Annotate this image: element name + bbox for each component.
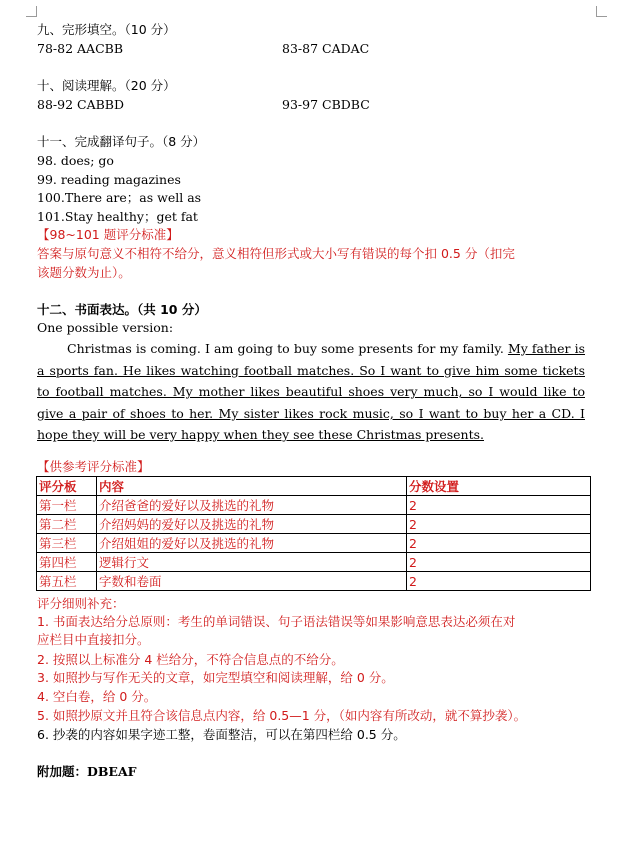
table-row — [37, 553, 591, 572]
extra-question-label: 附加题： — [37, 764, 88, 779]
table-cell-score: 2 — [407, 572, 591, 591]
table-cell-content: 逻辑行文 — [97, 553, 407, 572]
section11-standard-line1: 答案与原句意义不相符不给分，意义相符但形式或大小写有错误的每个扣 0.5 分（扣完 — [37, 246, 515, 261]
section11-answer-99: 99. reading magazines — [37, 172, 181, 187]
section9-answers-left: 78-82 AACBB — [37, 41, 123, 56]
section12-reference-title: 【供参考评分标准】 — [37, 459, 150, 474]
essay-plain-text: Christmas is coming. I am going to buy some presents for my family. — [67, 341, 508, 356]
table-row — [37, 572, 591, 591]
table-cell-score: 2 — [407, 553, 591, 572]
table-cell-panel: 第二栏 — [37, 515, 97, 534]
table-row — [37, 496, 591, 515]
rule-1-line1: 1. 书面表达给分总原则：考生的单词错误、句子语法错误等如果影响意思表达必须在对 — [37, 614, 516, 629]
margin-corner-mark-right — [596, 6, 607, 17]
table-cell-content: 字数和卷面 — [97, 572, 407, 591]
rule-1-line2: 应栏目中直接扣分。 — [37, 632, 150, 647]
section11-standard-title: 【98~101 题评分标准】 — [37, 227, 179, 242]
table-cell-score: 2 — [407, 515, 591, 534]
section10-answers-right: 93-97 CBDBC — [282, 97, 370, 112]
table-header-row — [37, 477, 591, 496]
table-cell-panel: 第一栏 — [37, 496, 97, 515]
table-cell-score: 2 — [407, 534, 591, 553]
table-row — [37, 534, 591, 553]
table-cell-content: 介绍妈妈的爱好以及挑选的礼物 — [97, 515, 407, 534]
scoring-table — [36, 476, 591, 591]
section11-answer-98: 98. does; go — [37, 153, 114, 168]
section11-heading: 十一、完成翻译句子。（8 分） — [37, 134, 206, 149]
essay-underlined-text: My father is a sports fan. He likes watching football matches. So I want to give him some tickets to football matches. My mother likes beautiful shoes very much, so I would like to give a pair of shoes to her. My sister likes rock music, so I want to buy her a CD. I hope they will be very happy when they see these Christmas presents. — [37, 341, 585, 443]
rule-3: 3. 如照抄与写作无关的文章，如完型填空和阅读理解，给 0 分。 — [37, 670, 394, 685]
table-cell-content: 介绍爸爸的爱好以及挑选的礼物 — [97, 496, 407, 515]
rule-5: 5. 如照抄原文并且符合该信息点内容，给 0.5—1 分，（如内容有所改动，就不算抄袭）。 — [37, 708, 527, 723]
section12-version-label: One possible version: — [37, 320, 174, 335]
rule-2: 2. 按照以上标准分 4 栏给分，不符合信息点的不给分。 — [37, 652, 344, 667]
table-cell-content: 介绍姐姐的爱好以及挑选的礼物 — [97, 534, 407, 553]
rule-4: 4. 空白卷，给 0 分。 — [37, 689, 157, 704]
margin-corner-mark-left — [26, 6, 37, 17]
table-header-score: 分数设置 — [407, 477, 591, 496]
table-cell-panel: 第五栏 — [37, 572, 97, 591]
table-row — [37, 515, 591, 534]
rules-title: 评分细则补充： — [37, 596, 125, 611]
table-cell-panel: 第三栏 — [37, 534, 97, 553]
section12-heading: 十二、书面表达。（共 10 分） — [37, 302, 207, 317]
section10-answers — [37, 97, 597, 113]
section9-answers-right: 83-87 CADAC — [282, 41, 370, 56]
section9-heading: 九、完形填空。（10 分） — [37, 22, 176, 37]
section11-answer-100: 100.There are；as well as — [37, 190, 202, 205]
table-header-content: 内容 — [97, 477, 407, 496]
section10-answers-left: 88-92 CABBD — [37, 97, 124, 112]
table-cell-score: 2 — [407, 496, 591, 515]
section9-answers — [37, 41, 597, 57]
section11-standard-line2: 该题分数为止）。 — [37, 265, 131, 280]
extra-question-answer: DBEAF — [87, 764, 137, 779]
section12-essay — [37, 338, 585, 446]
extra-question — [37, 764, 137, 780]
section11-answer-101: 101.Stay healthy；get fat — [37, 209, 198, 224]
table-cell-panel: 第四栏 — [37, 553, 97, 572]
section10-heading: 十、阅读理解。（20 分） — [37, 78, 176, 93]
table-header-panel: 评分板 — [37, 477, 97, 496]
rule-6: 6. 抄袭的内容如果字迹工整，卷面整洁，可以在第四栏给 0.5 分。 — [37, 727, 406, 742]
